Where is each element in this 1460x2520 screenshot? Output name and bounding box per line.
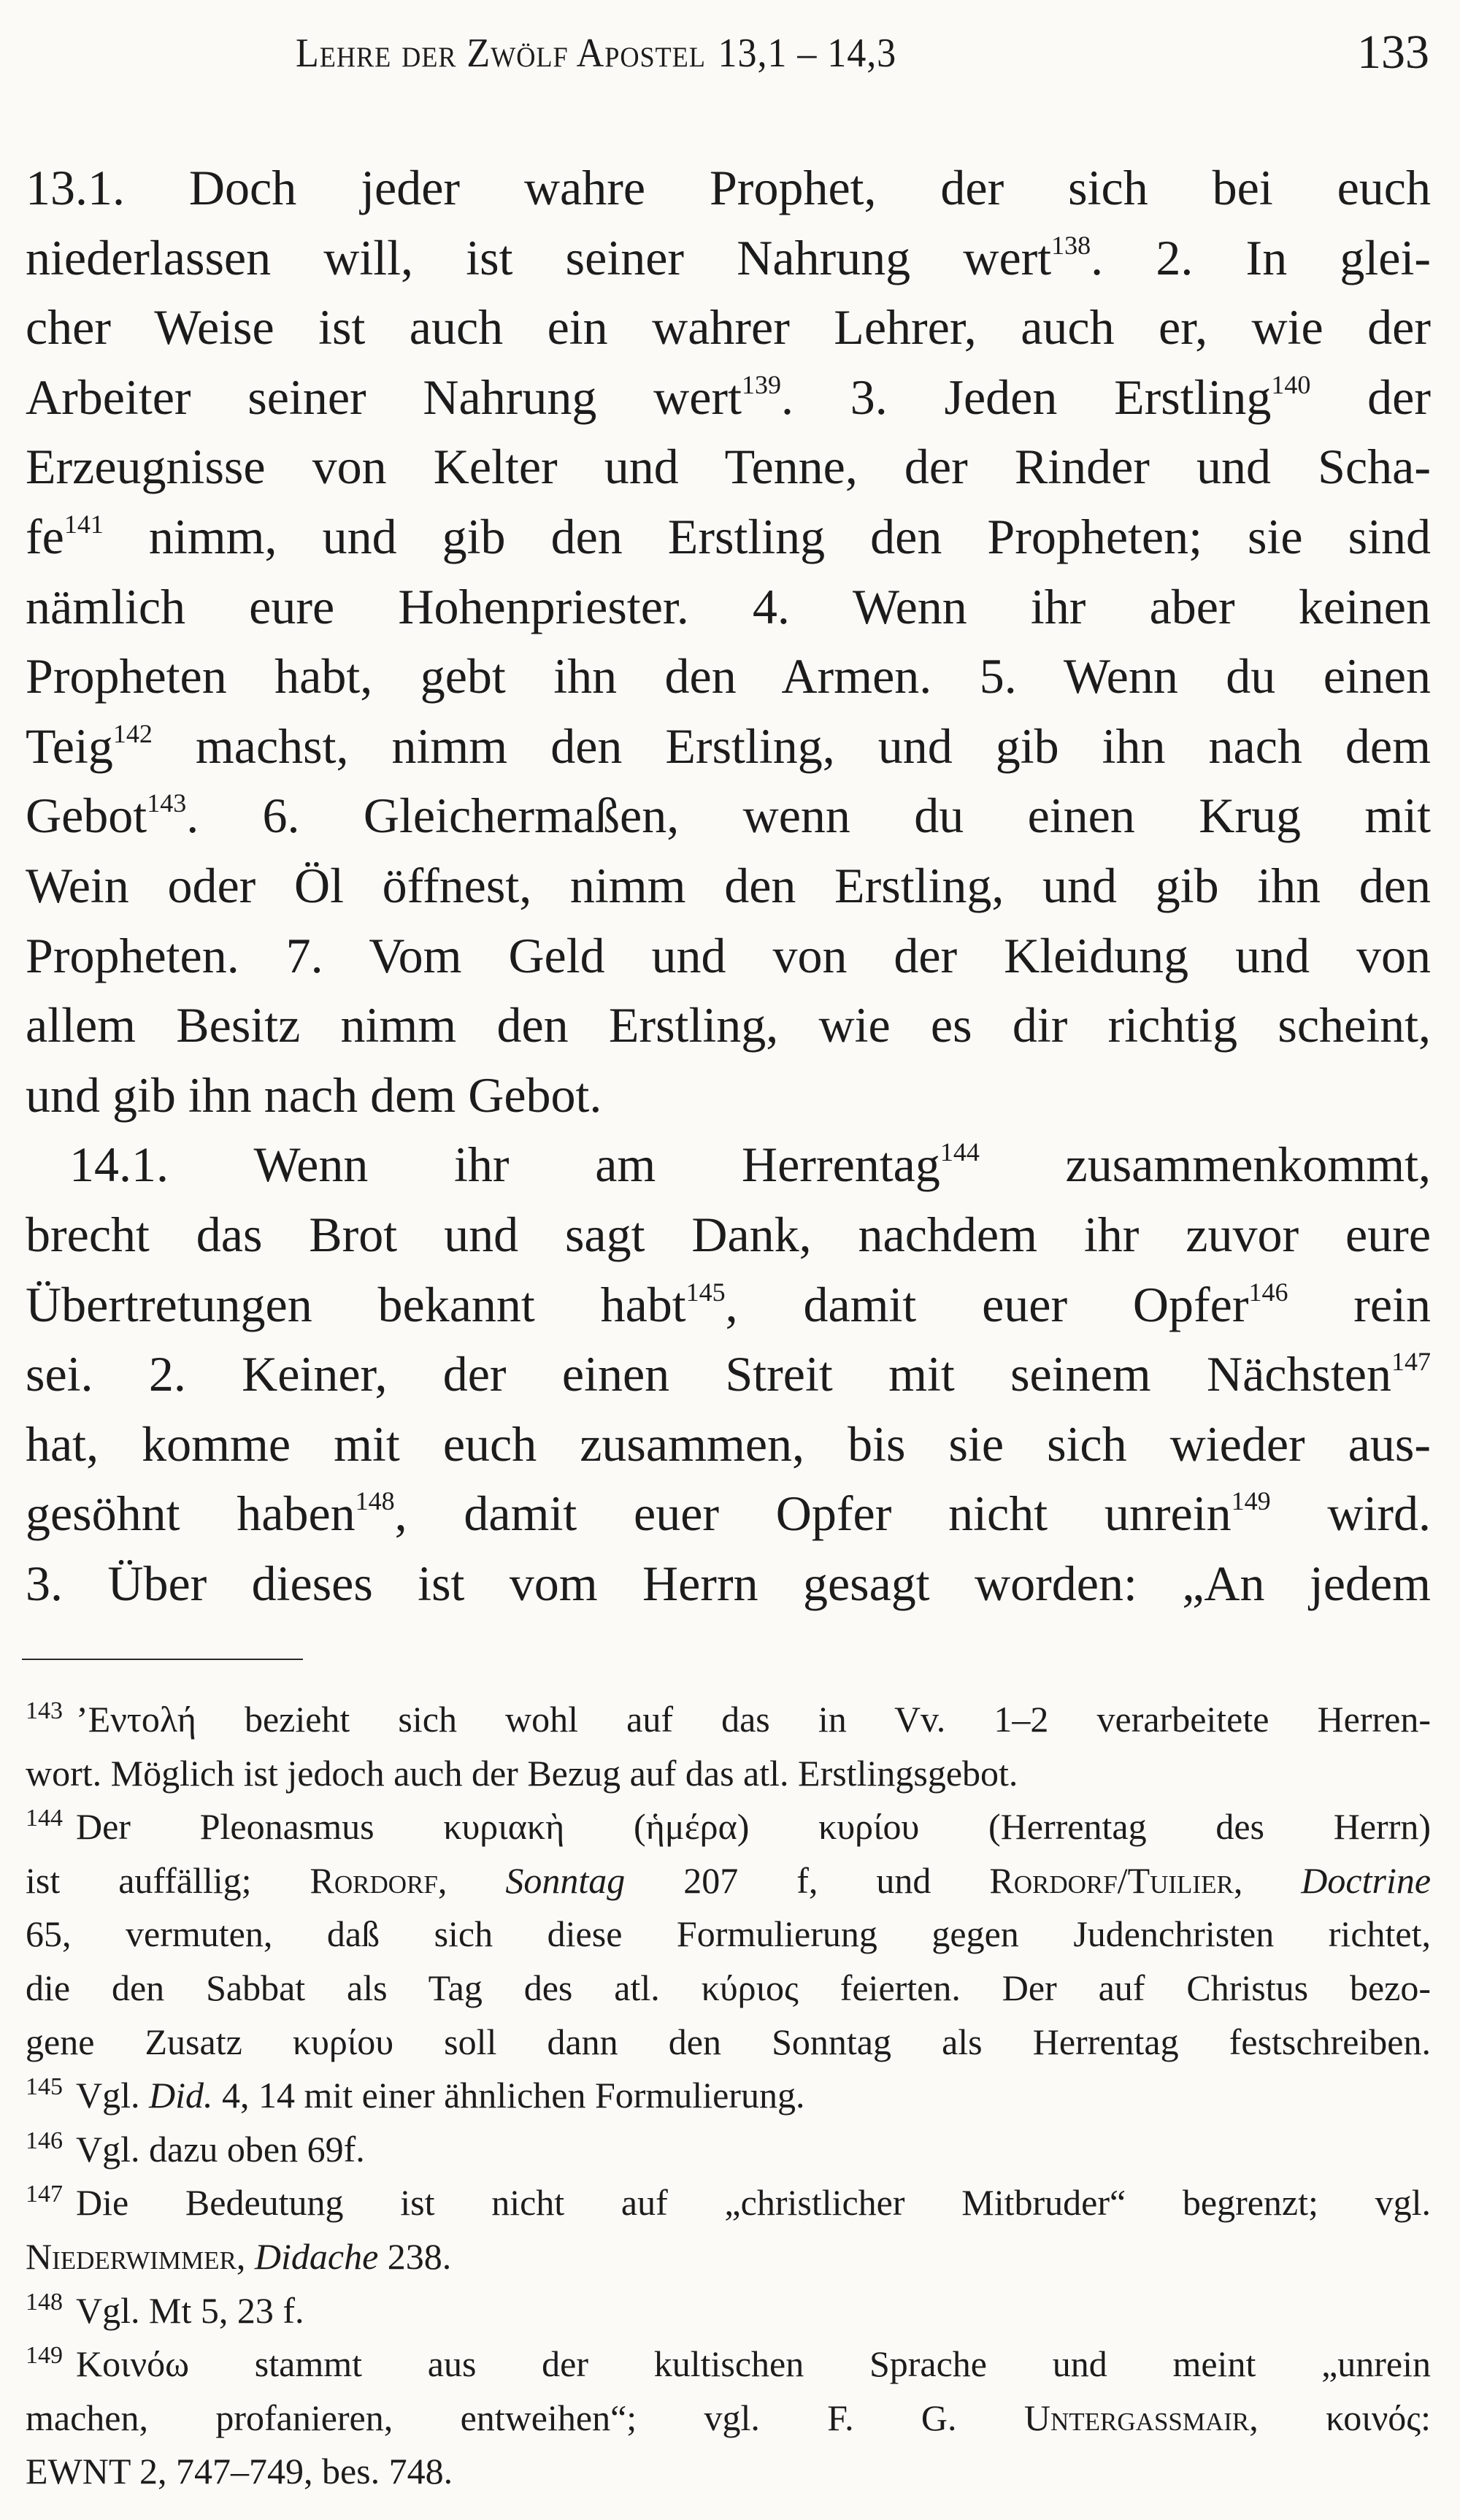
work-title: Didache <box>254 2236 379 2277</box>
footnote-reference: 141 <box>64 510 104 539</box>
footnote-line <box>26 2234 1431 2279</box>
text-run: und gib ihn nach dem Gebot. <box>26 1067 602 1123</box>
footnote-line <box>26 1697 1431 1742</box>
work-title: Sonntag <box>505 1859 626 1901</box>
text-run: niederlassen will, ist seiner Nahrung wert <box>26 229 1052 285</box>
body-line <box>26 507 1431 566</box>
text-run: 4, 14 mit einer ähnlichen Formulierung. <box>212 2075 805 2116</box>
text-run: . 3. Jeden Erstling <box>780 369 1272 425</box>
text-run: , damit euer Opfer nicht unrein <box>394 1486 1232 1542</box>
footnote-line <box>26 1965 1431 2010</box>
footnote-line <box>26 2127 1431 2172</box>
text-run: , <box>1233 1859 1302 1901</box>
text-run: nimm, und gib den Erstling den Propheten; sie sind <box>103 509 1431 564</box>
footnote-line <box>26 1751 1431 1796</box>
body-line <box>26 647 1431 705</box>
text-run: zusammenkommt, <box>979 1137 1431 1193</box>
author-name: Untergassmair <box>1023 2397 1250 2438</box>
footnote-reference: 145 <box>685 1277 726 1307</box>
footnote-reference: 140 <box>1271 369 1311 399</box>
text-run: cher Weise ist auch ein wahrer Lehrer, auch er, wie der <box>26 299 1431 356</box>
text-run: gene Zusatz κυρίου soll dann den Sonntag als Herrentag festschreiben. <box>26 2021 1431 2062</box>
text-run: ’Εντολή bezieht sich wohl auf das in Vv. 1–2 verarbeitete Herren- <box>76 1699 1431 1740</box>
running-title: Lehre der Zwölf Apostel <box>296 31 706 76</box>
author-name: Rordorf/Tuilier <box>989 1859 1234 1901</box>
text-run: Wein oder Öl öffnest, nimm den Erstling, und gib ihn den <box>26 858 1431 913</box>
chapter-range: 13,1 – 14,3 <box>718 31 897 76</box>
text-run: 3. Über dieses ist vom Herrn gesagt worden: „An jedem <box>26 1556 1431 1611</box>
footnote-reference: 149 <box>1231 1486 1271 1516</box>
text-run: Teig <box>26 718 113 774</box>
footnote-number: 144 <box>26 1805 63 1832</box>
text-run: , <box>437 1859 506 1901</box>
body-line <box>26 1554 1431 1613</box>
body-line <box>26 577 1431 636</box>
text-run: Der Pleonasmus κυριακὴ (ἡμέρα) κυρίου (Herrentag des Herrn) <box>76 1806 1431 1848</box>
text-run: wird. <box>1270 1486 1431 1542</box>
body-line <box>26 1484 1431 1543</box>
text-run: sei. 2. Keiner, der einen Streit mit seinem Nächsten <box>26 1346 1391 1402</box>
body-line <box>26 368 1431 426</box>
footnote-number: 143 <box>26 1697 63 1724</box>
footnote-line <box>26 2180 1431 2225</box>
text-run: Propheten. 7. Vom Geld und von der Kleidung und von <box>26 927 1431 983</box>
author-name: Rordorf <box>310 1859 438 1901</box>
body-line <box>26 158 1431 217</box>
footnote-line <box>26 2448 1431 2494</box>
text-run: 238. <box>378 2236 452 2277</box>
text-run: Vgl. <box>76 2075 149 2116</box>
text-run: 13.1. Doch jeder wahre Prophet, der sich bei euch <box>26 160 1431 215</box>
text-run: Arbeiter seiner Nahrung wert <box>26 369 742 425</box>
footnote-reference: 146 <box>1248 1277 1288 1307</box>
footnote-line <box>26 2395 1431 2440</box>
body-line <box>26 437 1431 496</box>
work-title: Did. <box>149 2075 213 2116</box>
text-run: . 6. Gleichermaßen, wenn du einen Krug mit <box>186 788 1431 844</box>
footnote-line <box>26 1911 1431 1956</box>
text-run: Vgl. dazu oben 69f. <box>76 2128 365 2170</box>
text-run: nämlich eure Hohenpriester. 4. Wenn ihr aber keinen <box>26 578 1431 634</box>
text-run: 207 f, und <box>625 1859 990 1901</box>
body-line <box>26 926 1431 985</box>
text-run: gesöhnt haben <box>26 1486 356 1542</box>
running-head <box>296 28 896 79</box>
body-line <box>26 298 1431 356</box>
text-run: Die Bedeutung ist nicht auf „christlicher Mitbruder“ begrenzt; vgl. <box>76 2182 1431 2224</box>
text-run: . 2. In glei- <box>1091 229 1431 285</box>
text-run: Gebot <box>26 788 147 844</box>
text-run: hat, komme mit euch zusammen, bis sie sich wieder aus- <box>26 1415 1431 1472</box>
text-run: EWNT 2, 747–749, bes. 748. <box>26 2451 453 2492</box>
body-line <box>26 856 1431 915</box>
footnote-reference: 144 <box>940 1137 980 1167</box>
footnote-reference: 142 <box>112 718 153 748</box>
text-run: wort. Möglich ist jedoch auch der Bezug auf das atl. Erstlingsgebot. <box>26 1752 1018 1794</box>
text-run: Vgl. Mt 5, 23 f. <box>76 2289 304 2331</box>
body-line <box>26 996 1431 1054</box>
text-run: rein <box>1288 1276 1431 1332</box>
body-line <box>26 1345 1431 1403</box>
body-line <box>26 1415 1431 1473</box>
text-run: machen, profanieren, entweihen“; vgl. F. G. <box>26 2397 1024 2438</box>
body-line <box>26 1066 1431 1124</box>
text-run: der <box>1310 369 1431 425</box>
text-run: , <box>236 2236 255 2277</box>
body-line <box>26 786 1431 845</box>
text-run: , κοινός: <box>1249 2397 1431 2438</box>
footnote-line <box>26 2341 1431 2386</box>
text-run: , damit euer Opfer <box>725 1276 1249 1332</box>
body-line <box>26 1275 1431 1334</box>
body-line <box>26 717 1431 775</box>
text-run: Propheten habt, gebt ihn den Armen. 5. Wenn du einen <box>26 648 1431 704</box>
footnote-reference: 139 <box>741 369 781 399</box>
footnote-reference: 143 <box>147 788 187 818</box>
body-line <box>26 228 1431 287</box>
text-run: ist auffällig; <box>26 1859 310 1901</box>
body-line <box>26 1135 1431 1194</box>
text-run: die den Sabbat als Tag des atl. κύριος feierten. Der auf Christus bezo- <box>26 1967 1431 2008</box>
footnote-number: 147 <box>26 2181 63 2208</box>
footnote-reference: 148 <box>355 1486 395 1516</box>
footnote-line <box>26 1804 1431 1849</box>
body-line <box>26 1205 1431 1264</box>
footnote-number: 145 <box>26 2073 63 2101</box>
text-run: Übertretungen bekannt habt <box>26 1276 686 1332</box>
page-number: 133 <box>1357 26 1429 79</box>
work-title: Doctrine <box>1301 1859 1431 1901</box>
text-run: 65, vermuten, daß sich diese Formulierung gegen Judenchristen richtet, <box>26 1913 1431 1955</box>
footnote-reference: 138 <box>1051 230 1091 260</box>
text-run: brecht das Brot und sagt Dank, nachdem ihr zuvor eure <box>26 1207 1431 1262</box>
text-run: Erzeugnisse von Kelter und Tenne, der Rinder und Scha- <box>26 439 1431 495</box>
footnote-line <box>26 2073 1431 2118</box>
footnote-line <box>26 1858 1431 1903</box>
footnote-number: 149 <box>26 2342 63 2370</box>
footnote-number: 148 <box>26 2288 63 2316</box>
footnote-separator <box>22 1659 303 1660</box>
footnote-line <box>26 2288 1431 2333</box>
footnote-line <box>26 2019 1431 2064</box>
text-run: allem Besitz nimm den Erstling, wie es dir richtig scheint, <box>26 997 1431 1053</box>
text-run: fe <box>26 509 64 564</box>
text-run: machst, nimm den Erstling, und gib ihn nach dem <box>152 718 1431 774</box>
footnote-number: 146 <box>26 2127 63 2154</box>
footnote-reference: 147 <box>1391 1347 1431 1377</box>
text-run: 14.1. Wenn ihr am Herrentag <box>69 1137 940 1193</box>
text-run: Κοινόω stammt aus der kultischen Sprache und meint „unrein <box>76 2343 1431 2385</box>
author-name: Niederwimmer <box>26 2236 237 2277</box>
